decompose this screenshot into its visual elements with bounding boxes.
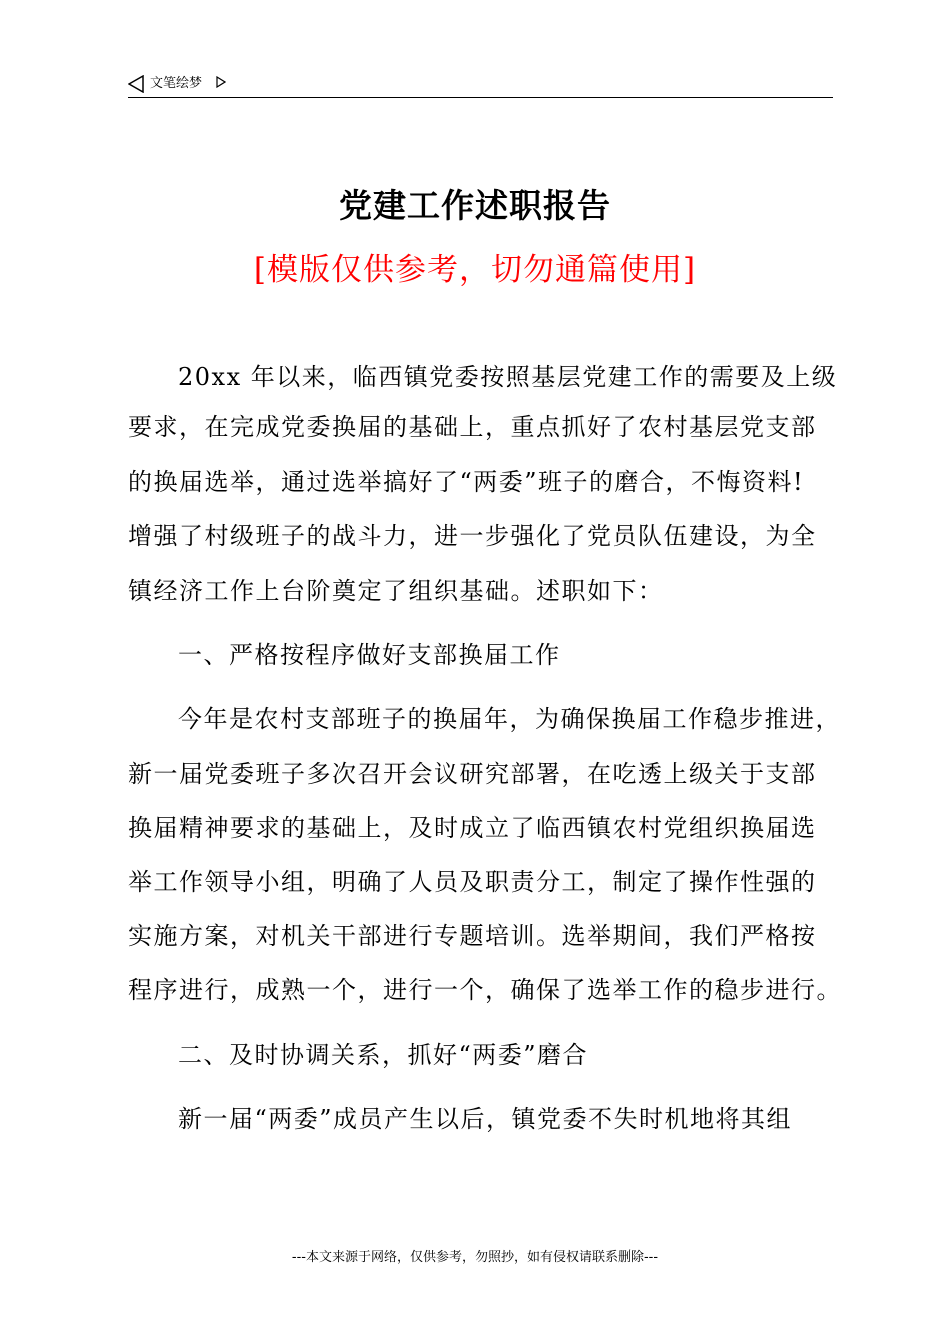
body-line: 新一届“两委”成员产生以后，镇党委不失时机地将其组 [178, 1105, 793, 1133]
document-title: 党建工作述职报告 [339, 186, 611, 225]
section-heading: 二、及时协调关系，抓好“两委”磨合 [178, 1041, 589, 1069]
body-line: 的换届选举，通过选举搞好了“两委”班子的磨合，不悔资料! [128, 468, 805, 496]
section-heading: 一、严格按程序做好支部换届工作 [178, 641, 561, 669]
page-header [128, 74, 833, 96]
body-line: 增强了村级班子的战斗力，进一步强化了党员队伍建设，为全 [128, 522, 817, 550]
body-line: 20xx 年以来，临西镇党委按照基层党建工作的需要及上级 [178, 363, 838, 391]
page-footer: ---本文来源于网络，仅供参考，勿照抄，如有侵权请联系删除--- [291, 1250, 659, 1265]
body-line: 程序进行，成熟一个，进行一个，确保了选举工作的稳步进行。 [128, 976, 842, 1004]
template-notice: [模版仅供参考，切勿通篇使用] [253, 252, 697, 288]
body-line: 今年是农村支部班子的换届年，为确保换届工作稳步推进， [178, 705, 841, 733]
left-triangle-outline-icon [128, 75, 144, 93]
body-line: 新一届党委班子多次召开会议研究部署，在吃透上级关于支部 [128, 760, 817, 788]
body-line: 实施方案，对机关干部进行专题培训。选举期间，我们严格按 [128, 922, 817, 950]
body-line: 要求，在完成党委换届的基础上，重点抓好了农村基层党支部 [128, 413, 817, 441]
header-text: 文笔绘梦 [150, 76, 203, 91]
body-line: 换届精神要求的基础上，及时成立了临西镇农村党组织换届选 [128, 814, 817, 842]
right-triangle-outline-icon [216, 76, 226, 88]
body-line: 举工作领导小组，明确了人员及职责分工，制定了操作性强的 [128, 868, 817, 896]
body-line: 镇经济工作上台阶奠定了组织基础。述职如下： [128, 577, 664, 605]
header-divider [128, 97, 833, 98]
